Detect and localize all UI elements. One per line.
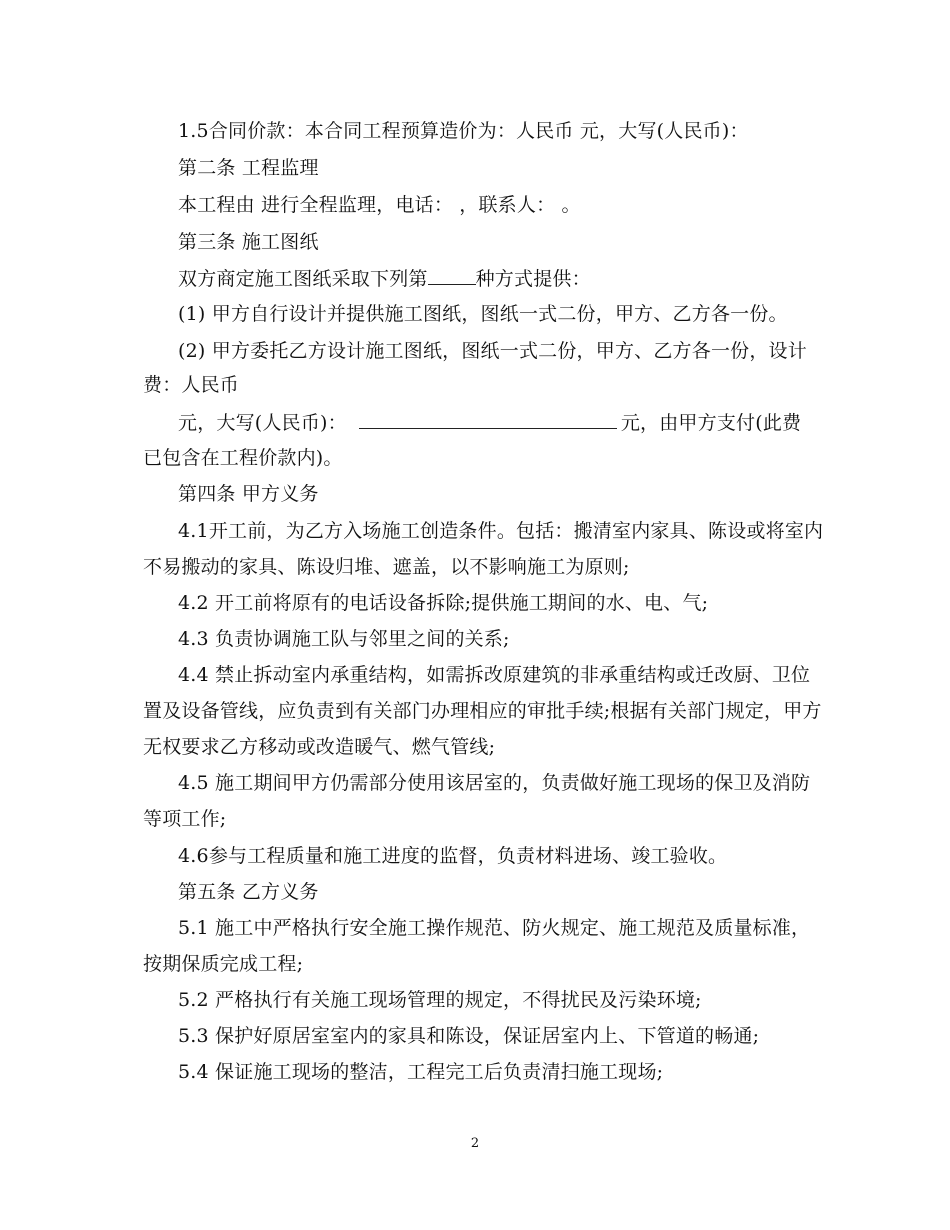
drawing-method-after: 种方式提供： xyxy=(475,268,591,290)
design-fee-continued: 已包含在工程价款内)。 xyxy=(143,447,343,469)
option-1-text: (1) 甲方自行设计并提供施工图纸，图纸一式二份，甲方、乙方各一份。 xyxy=(178,303,788,325)
clause-1-5-contract-price: 1.5合同价款：本合同工程预算造价为：人民币 元，大写(人民币)： xyxy=(178,120,749,142)
heading-article-3: 第三条 施工图纸 xyxy=(178,231,319,253)
clause-4-1: 4.1开工前，为乙方入场施工创造条件。包括：搬清室内家具、陈设或将室内 xyxy=(178,520,824,542)
design-fee-blank xyxy=(359,410,617,429)
clause-5-4: 5.4 保证施工现场的整洁，工程完工后负责清扫施工现场; xyxy=(178,1061,664,1083)
heading-article-2: 第二条 工程监理 xyxy=(178,157,319,179)
clause-4-4-continued-2: 无权要求乙方移动或改造暖气、燃气管线; xyxy=(143,736,496,758)
clause-4-1-continued: 不易搬动的家具、陈设归堆、遮盖，以不影响施工为原则; xyxy=(143,556,630,578)
clause-5-3: 5.3 保护好原居室室内的家具和陈设，保证居室内上、下管道的畅通; xyxy=(178,1025,760,1047)
option-2-text: (2) 甲方委托乙方设计施工图纸，图纸一式二份，甲方、乙方各一份，设计 xyxy=(178,340,807,362)
design-fee-after: 元，由甲方支付(此费 xyxy=(620,412,802,434)
clause-4-5: 4.5 施工期间甲方仍需部分使用该居室的，负责做好施工现场的保卫及消防 xyxy=(178,772,811,794)
heading-article-5: 第五条 乙方义务 xyxy=(178,881,319,903)
clause-4-6: 4.6参与工程质量和施工进度的监督，负责材料进场、竣工验收。 xyxy=(178,845,728,867)
clause-4-4: 4.4 禁止拆动室内承重结构，如需拆改原建筑的非承重结构或迁改厨、卫位 xyxy=(178,664,811,686)
clause-5-1: 5.1 施工中严格执行安全施工操作规范、防火规定、施工规范及质量标准， xyxy=(178,917,811,939)
page-number: 2 xyxy=(470,1136,480,1151)
clause-4-3: 4.3 负责协调施工队与邻里之间的关系; xyxy=(178,628,510,650)
design-fee-before: 元，大写(人民币)： xyxy=(178,412,347,434)
option-2-continued: 费：人民币 xyxy=(143,374,240,396)
clause-5-2: 5.2 严格执行有关施工现场管理的规定，不得扰民及污染环境; xyxy=(178,989,702,1011)
design-fee-line xyxy=(178,410,801,435)
supervision-text: 本工程由 进行全程监理，电话： ，联系人： 。 xyxy=(178,194,581,216)
heading-article-4: 第四条 甲方义务 xyxy=(178,483,319,505)
drawing-method-blank xyxy=(428,266,476,285)
clause-4-4-continued-1: 置及设备管线，应负责到有关部门办理相应的审批手续;根据有关部门规定，甲方 xyxy=(143,700,822,722)
drawing-method-before: 双方商定施工图纸采取下列第 xyxy=(178,268,428,290)
clause-4-2: 4.2 开工前将原有的电话设备拆除;提供施工期间的水、电、气; xyxy=(178,592,709,614)
clause-5-1-continued: 按期保质完成工程; xyxy=(143,953,304,975)
clause-4-5-continued: 等项工作; xyxy=(143,808,227,830)
drawing-method-line xyxy=(178,266,591,291)
